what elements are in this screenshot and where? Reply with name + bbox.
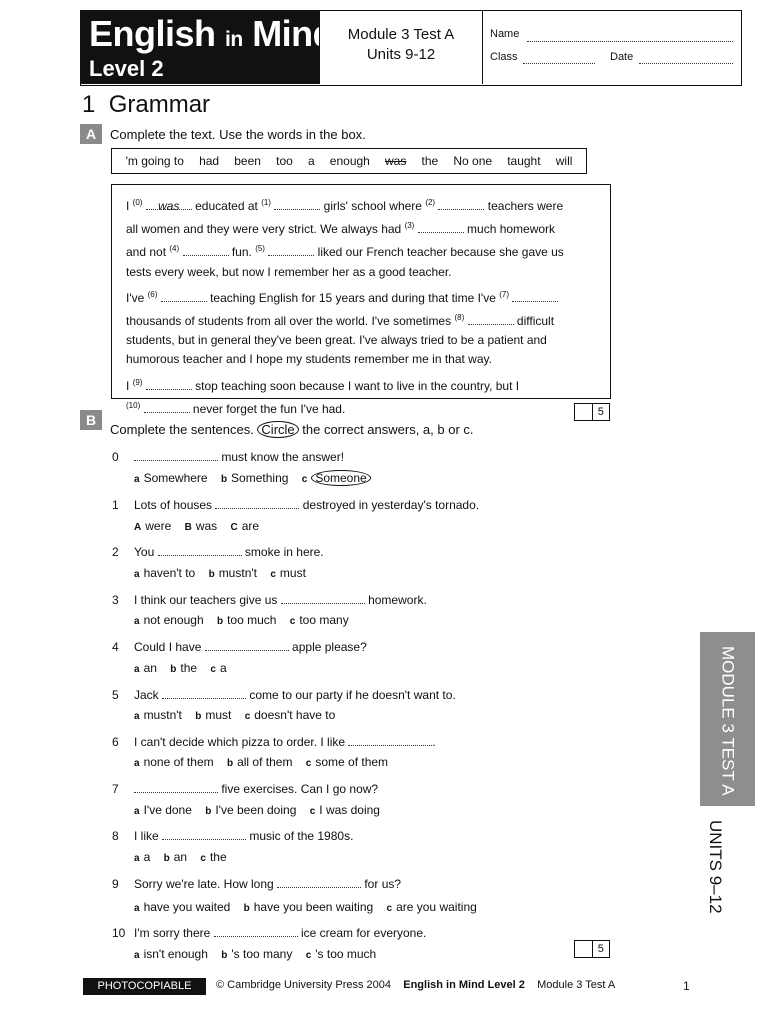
option[interactable]: a [219, 661, 227, 675]
side-units-label: UNITS 9–12 [706, 820, 725, 914]
word-box-item: been [234, 154, 261, 168]
answer-options: A were B was C are [134, 519, 260, 533]
answer-options: a a b an c the [134, 850, 227, 864]
option[interactable]: 's too much [315, 947, 377, 961]
date-label: Date [610, 51, 634, 63]
question: 2 You smoke in here. [112, 545, 324, 559]
footer-module: Module 3 Test A [537, 979, 616, 991]
header [80, 10, 742, 86]
answer-blank[interactable] [268, 243, 314, 256]
option[interactable]: have you been waiting [253, 900, 374, 914]
answer-options: a not enough b too much c too many [134, 613, 349, 627]
word-box-item-used: was [385, 154, 407, 168]
option[interactable]: the [180, 661, 198, 675]
question: 7 five exercises. Can I go now? [112, 782, 379, 796]
word-box-item: taught [507, 154, 541, 168]
option[interactable]: the [209, 850, 227, 864]
answer-options: a Somewhere b Something c Someone [134, 471, 371, 485]
answer-blank[interactable] [418, 220, 464, 233]
answer-blank[interactable] [438, 197, 484, 210]
text-line: $^{(10)}$ never forget the fun I've had. [126, 400, 346, 416]
question: 0 must know the answer! [112, 450, 345, 464]
option[interactable]: all of them [237, 755, 293, 769]
answer-blank[interactable] [158, 543, 242, 556]
option[interactable]: I've done [143, 803, 192, 817]
module-info [319, 11, 483, 84]
option[interactable]: haven't to [143, 566, 196, 580]
answer-blank[interactable] [281, 591, 365, 604]
text-line: students, but in general they've been great. I've always tried to be a patient and [126, 333, 547, 348]
option[interactable]: mustn't [143, 708, 182, 722]
word-box-item: will [555, 154, 573, 168]
text-line: I $^{(0)}$ was educated at $^{(1)}$ girls' school where $^{(2)}$ teachers were [126, 198, 564, 213]
student-info [481, 11, 741, 84]
answer-blank[interactable] [183, 243, 229, 256]
answer-blank[interactable] [134, 448, 218, 461]
text-line: tests every week, but now I remember her as a good teacher. [126, 264, 452, 279]
answer-options: a an b the c a [134, 661, 227, 675]
option[interactable]: I was doing [319, 803, 380, 817]
word-box-item: had [199, 154, 220, 168]
word-box-item: a [307, 154, 315, 168]
answer-blank[interactable] [162, 686, 246, 699]
brand-level: Level 2 [89, 56, 164, 81]
side-tab-label: MODULE 3 TEST A [718, 646, 738, 796]
answer-blank[interactable] [348, 733, 432, 746]
part-a-badge: A [80, 124, 102, 144]
word-box-item: enough [329, 154, 370, 168]
answer-blank[interactable] [277, 875, 361, 888]
text-line: all women and they were very strict. We always had $^{(3)}$ much homework [126, 221, 556, 237]
part-b-badge: B [80, 410, 102, 430]
question: 5 Jack come to our party if he doesn't want to. [112, 688, 456, 702]
option[interactable]: isn't enough [143, 947, 208, 961]
question: 9 Sorry we're late. How long for us? [112, 877, 402, 891]
question: 8 I like music of the 1980s. [112, 829, 354, 843]
section-title: 1 Grammar [82, 91, 211, 118]
circle-word: Circle [257, 421, 298, 438]
option[interactable]: must [205, 708, 232, 722]
option[interactable]: an [173, 850, 188, 864]
option[interactable]: some of them [315, 755, 389, 769]
answer-blank[interactable] [205, 638, 289, 651]
answer-blank[interactable] [512, 289, 558, 302]
option[interactable]: was [195, 519, 218, 533]
option[interactable]: not enough [143, 613, 204, 627]
class-field[interactable] [523, 53, 595, 64]
answer-options: a none of them b all of them c some of them [134, 755, 389, 769]
option[interactable]: an [143, 661, 157, 675]
photocopiable-badge: PHOTOCOPIABLE [83, 978, 206, 995]
option[interactable]: Somewhere [143, 471, 208, 485]
part-a-instruction: Complete the text. Use the words in the box. [110, 127, 366, 142]
option[interactable]: have you waited [143, 900, 231, 914]
text-line: I've $^{(6)}$ teaching English for 15 years and during that time I've $^{(7)}$ [126, 285, 596, 308]
answer-options: a mustn't b must c doesn't have to [134, 708, 336, 722]
answer-blank[interactable] [274, 197, 320, 210]
score-box-a[interactable]: 5 [574, 403, 610, 421]
option[interactable]: were [145, 519, 172, 533]
option[interactable]: Something [231, 471, 289, 485]
option[interactable]: doesn't have to [254, 708, 336, 722]
part-b-instruction: Complete the sentences. Circle the correct answers, a, b or c. [110, 422, 474, 437]
brand-title: English in Mind [89, 13, 335, 54]
side-tab [700, 632, 755, 806]
word-box [111, 148, 587, 174]
question: 4 Could I have apple please? [112, 640, 367, 654]
option[interactable]: I've been doing [215, 803, 297, 817]
answer-blank[interactable] [134, 780, 218, 793]
question: 3 I think our teachers give us homework. [112, 593, 427, 607]
answer-options: a have you waited b have you been waiting c are you waiting [134, 900, 477, 914]
date-field[interactable] [639, 53, 733, 64]
score-box-b[interactable]: 5 [574, 940, 610, 958]
answer-blank[interactable] [214, 924, 298, 937]
option-circled[interactable]: Someone [311, 470, 370, 486]
gap-fill-text [111, 184, 611, 416]
text-line: and not $^{(4)}$ fun. $^{(5)}$ liked our French teacher because she gave us [126, 244, 564, 260]
answer-blank[interactable]: was [146, 197, 192, 210]
module-title: Module 3 Test A [347, 26, 455, 43]
class-label: Class [490, 51, 518, 63]
name-label: Name [490, 28, 520, 40]
text-line: thousands of students from all over the world. I've sometimes $^{(8)}$ difficult [126, 313, 555, 329]
option[interactable]: a [143, 850, 151, 864]
copyright: © Cambridge University Press 2004 [216, 979, 392, 991]
answer-blank[interactable] [146, 377, 192, 390]
answer-options: a I've done b I've been doing c I was doing [134, 803, 380, 817]
option[interactable]: 's too many [231, 947, 293, 961]
word-box-item: 'm going to [125, 154, 184, 168]
word-box-item: too [276, 154, 293, 168]
answer-blank[interactable] [162, 827, 246, 840]
option[interactable]: mustn't [218, 566, 257, 580]
page-number: 1 [683, 979, 690, 993]
option[interactable]: are [241, 519, 260, 533]
option[interactable]: too much [227, 613, 277, 627]
option[interactable]: must [279, 566, 306, 580]
text-line: humorous teacher and I hope my students remember me in that way. [126, 352, 492, 367]
book-title: English in Mind Level 2 [403, 979, 525, 991]
answer-blank[interactable] [215, 496, 299, 509]
question: 10 I'm sorry there ice cream for everyone. [112, 926, 427, 940]
question: 1 Lots of houses destroyed in yesterday's tornado. [112, 498, 480, 512]
module-units: Units 9-12 [366, 46, 436, 63]
answer-options: a isn't enough b 's too many c 's too much [134, 947, 377, 961]
text-line: I $^{(9)}$ stop teaching soon because I want to live in the country, but I [126, 377, 520, 393]
answer-options: a haven't to b mustn't c must [134, 566, 306, 580]
answer-blank[interactable] [161, 289, 207, 302]
word-box-item: No one [453, 154, 493, 168]
name-field[interactable] [527, 31, 733, 42]
option[interactable]: none of them [143, 755, 214, 769]
question: 6 I can't decide which pizza to order. I like . [112, 735, 436, 749]
option[interactable]: too many [299, 613, 349, 627]
brand-logo [81, 11, 335, 84]
word-box-item: the [421, 154, 439, 168]
footer-text [216, 979, 615, 991]
option[interactable]: are you waiting [396, 900, 477, 914]
answer-blank[interactable] [144, 400, 190, 413]
answer-blank[interactable] [468, 312, 514, 325]
